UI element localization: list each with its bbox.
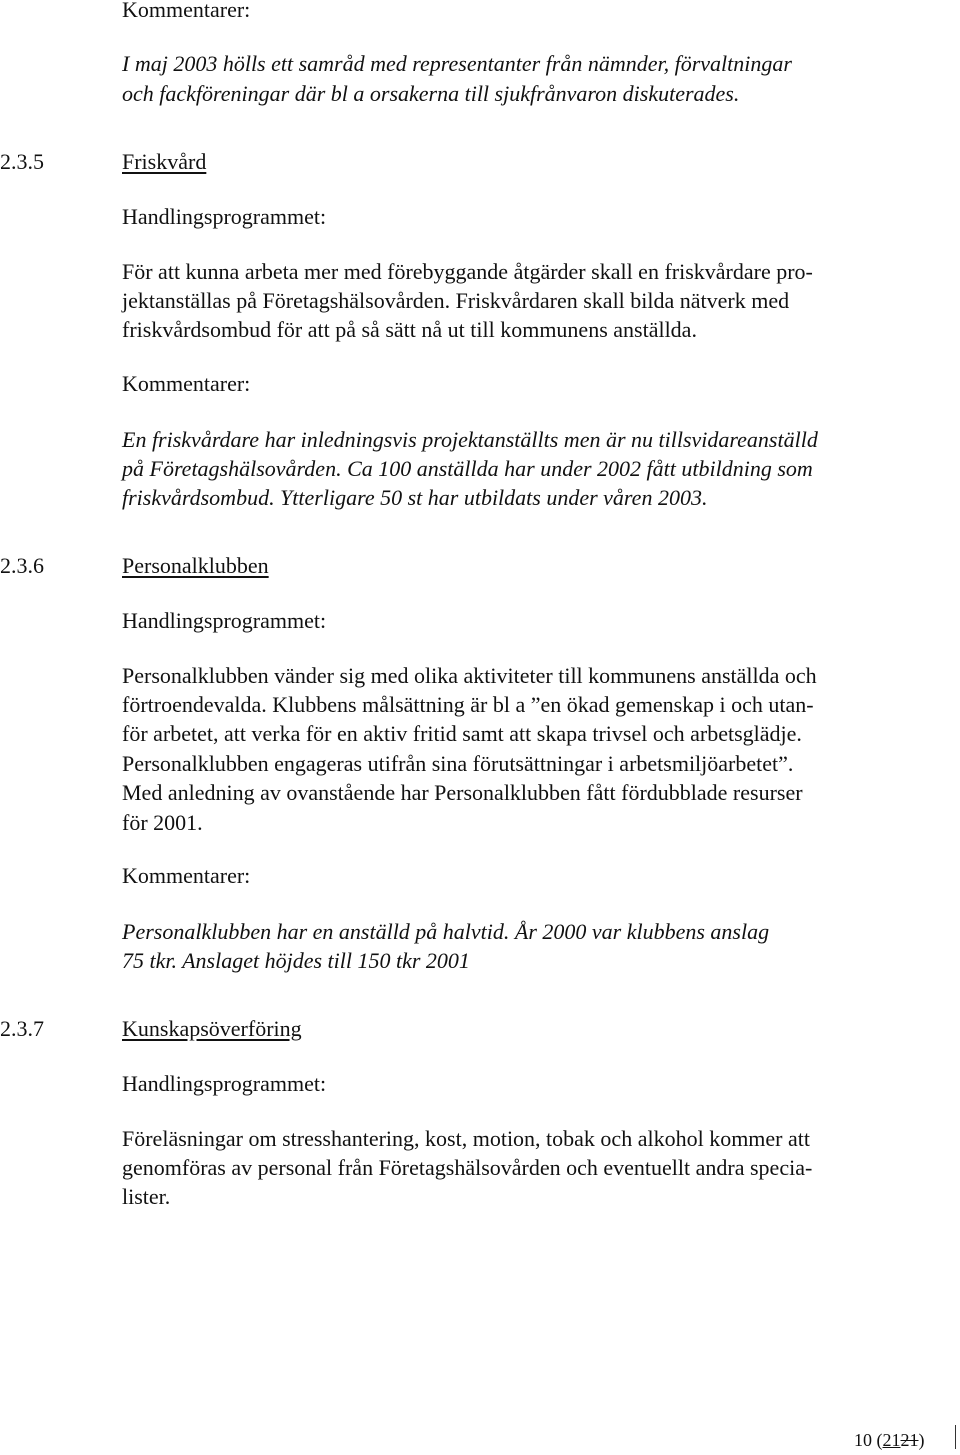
- body-line: genomföras av personal från Företagshälsovården och eventuellt andra specia-: [122, 1155, 813, 1180]
- page-total-old: 21: [900, 1430, 919, 1450]
- body-line: Personalklubben engageras utifrån sina förutsättningar i arbetsmiljöarbetet”.: [122, 751, 794, 776]
- body-line: för arbetet, att verka för en aktiv fritid samt att skapa trivsel och arbetsglädje.: [122, 721, 802, 746]
- page-number: [854, 1428, 925, 1452]
- comments-heading: Kommentarer:: [122, 371, 251, 396]
- body-line: för 2001.: [122, 810, 203, 835]
- page-total-new: 21: [882, 1430, 901, 1450]
- body-line: Med anledning av ovanstående har Personalklubben fått fördubblade resurser: [122, 780, 803, 805]
- change-bar: [955, 1425, 956, 1449]
- comment-line: 75 tkr. Anslaget höjdes till 150 tkr 2001: [122, 948, 470, 973]
- section-number: 2.3.6: [0, 553, 44, 578]
- comment-line: I maj 2003 hölls ett samråd med representanter från nämnder, förvaltningar: [122, 51, 792, 76]
- page-paren-close: ): [918, 1430, 925, 1450]
- body-line: jektanställas på Företagshälsovården. Friskvårdaren skall bilda nätverk med: [122, 288, 790, 313]
- body-line: förtroendevalda. Klubbens målsättning är bl a ”en ökad gemenskap i och utan-: [122, 692, 814, 717]
- comment-line: och fackföreningar där bl a orsakerna till sjukfrånvaron diskuterades.: [122, 81, 740, 106]
- body-line: lister.: [122, 1184, 171, 1209]
- page-paren-open: (: [876, 1430, 883, 1450]
- comment-line: friskvårdsombud. Ytterligare 50 st har utbildats under våren 2003.: [122, 485, 708, 510]
- body-line: friskvårdsombud för att på så sätt nå ut till kommunens anställda.: [122, 317, 697, 342]
- comment-line: Personalklubben har en anställd på halvtid. År 2000 var klubbens anslag: [122, 919, 770, 944]
- section-number: 2.3.7: [0, 1016, 44, 1041]
- comment-line: på Företagshälsovården. Ca 100 anställda har under 2002 fått utbildning som: [122, 456, 813, 481]
- section-title: Personalklubben: [122, 553, 269, 578]
- handlingsprogram-heading: Handlingsprogrammet:: [122, 1071, 327, 1096]
- comments-heading: Kommentarer:: [122, 863, 251, 888]
- page-current: 10: [854, 1430, 872, 1450]
- comment-line: En friskvårdare har inledningsvis projektanställts men är nu tillsvidareanställd: [122, 427, 818, 452]
- handlingsprogram-heading: Handlingsprogrammet:: [122, 204, 327, 229]
- comments-heading: Kommentarer:: [122, 0, 251, 22]
- section-title: Friskvård: [122, 149, 207, 174]
- body-line: För att kunna arbeta mer med förebyggande åtgärder skall en friskvårdare pro-: [122, 259, 813, 284]
- section-number: 2.3.5: [0, 149, 44, 174]
- handlingsprogram-heading: Handlingsprogrammet:: [122, 608, 327, 633]
- body-line: Personalklubben vänder sig med olika aktiviteter till kommunens anställda och: [122, 663, 817, 688]
- section-title: Kunskapsöverföring: [122, 1016, 302, 1041]
- body-line: Föreläsningar om stresshantering, kost, motion, tobak och alkohol kommer att: [122, 1126, 810, 1151]
